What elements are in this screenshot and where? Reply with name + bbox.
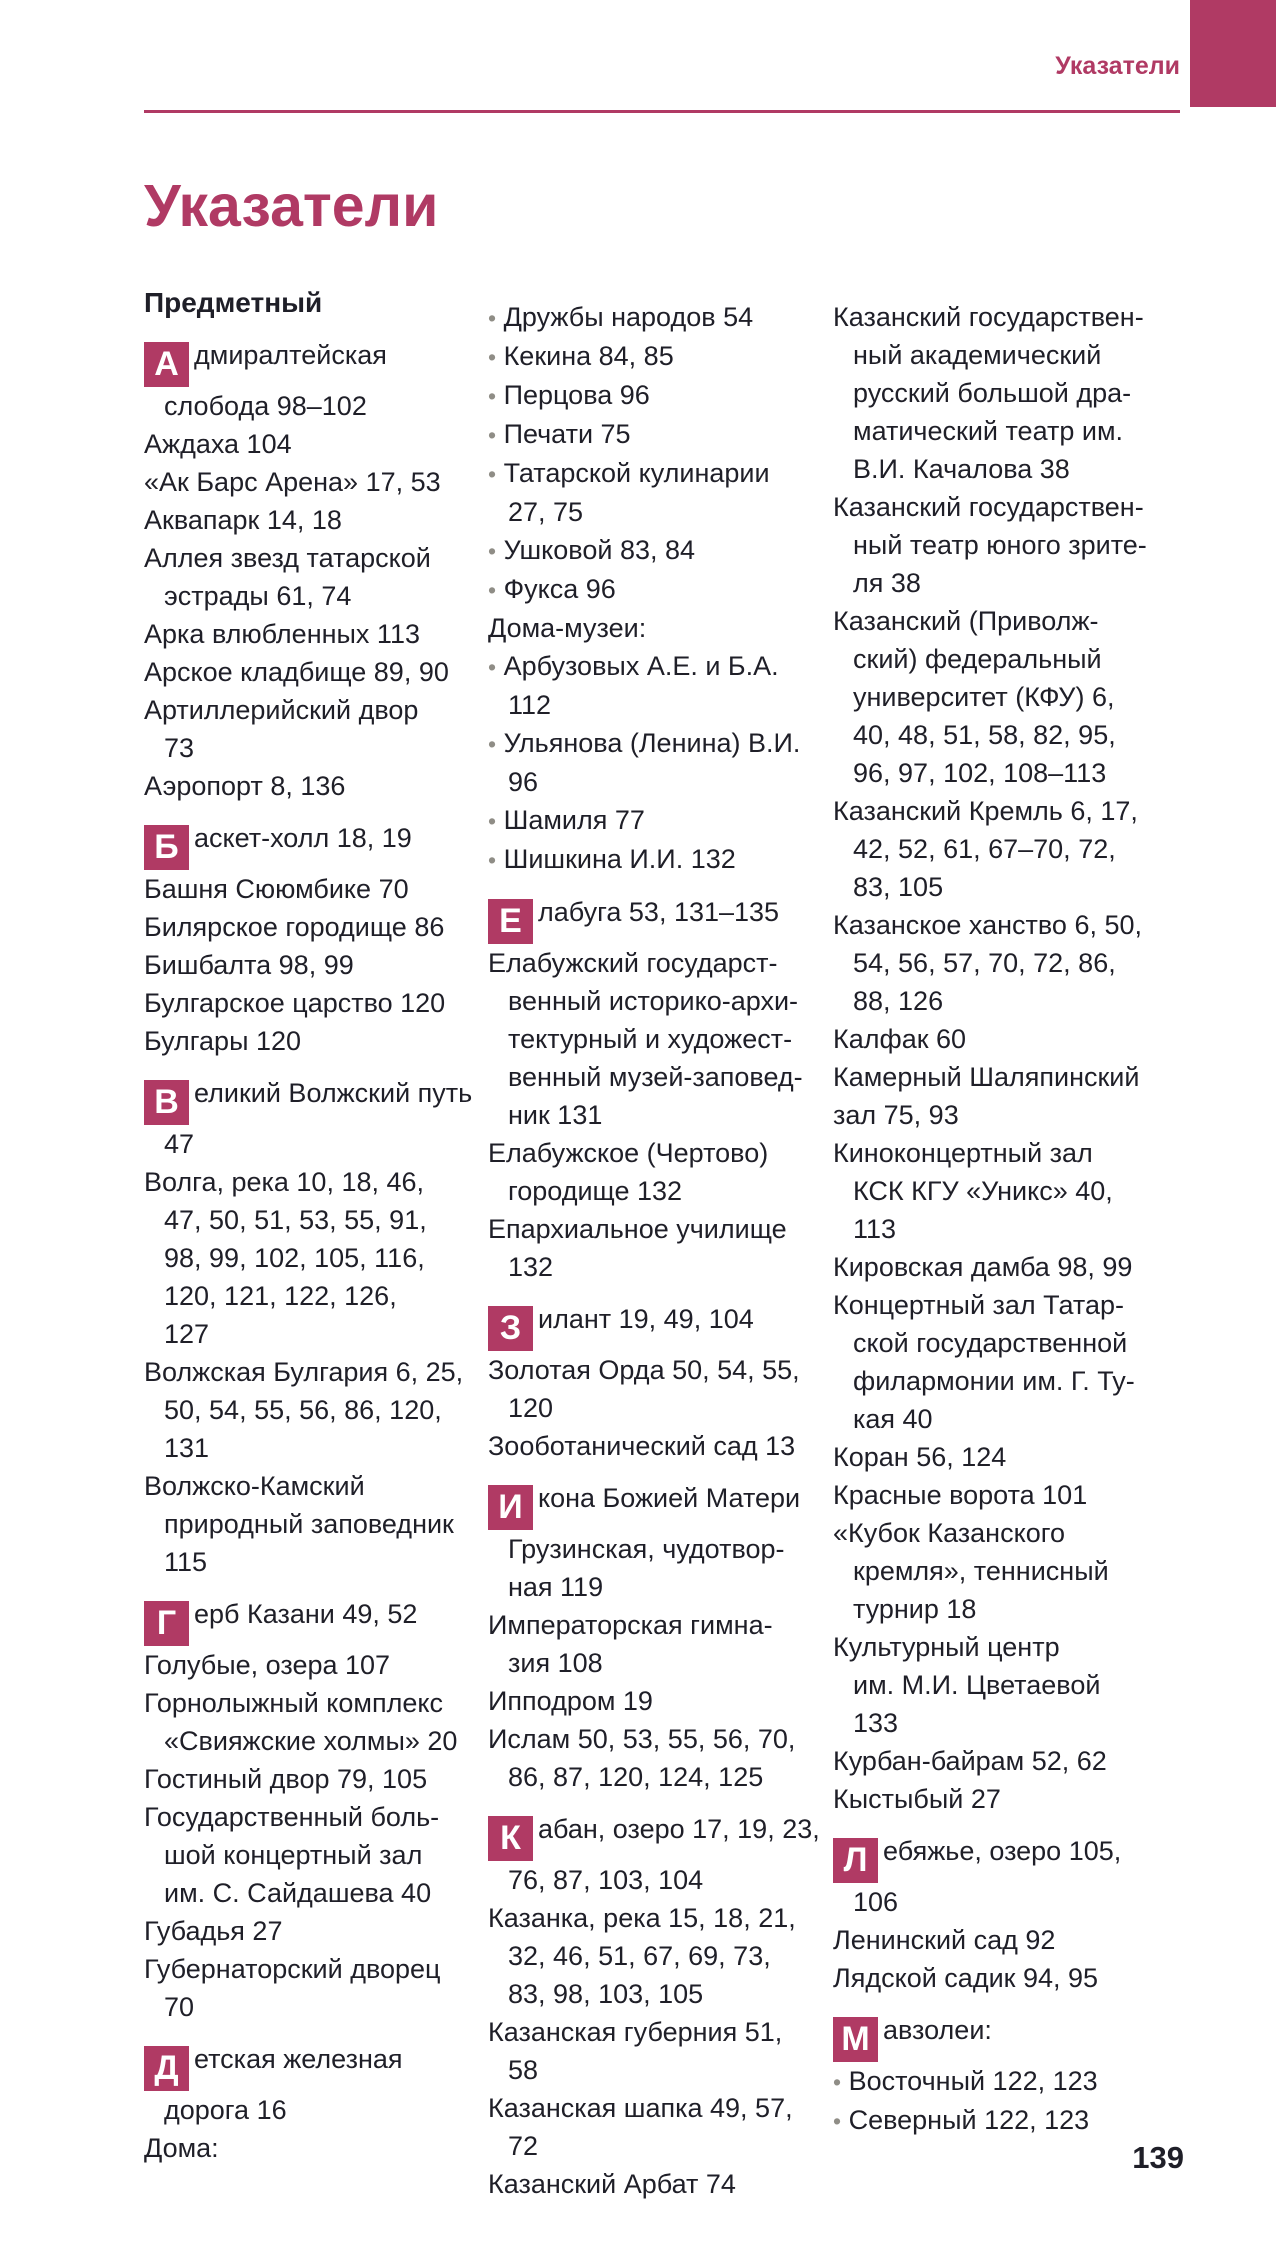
- drop-cap-letter: Л: [833, 1838, 878, 1883]
- index-entry-section-start: Л ебяжье, озеро 105, 106: [833, 1832, 1181, 1921]
- index-entry: Камерный Шаляпинский зал 75, 93: [833, 1062, 1140, 1130]
- index-entry: • Шишкина И.И. 132: [488, 844, 736, 874]
- index-entry: Губадья 27: [144, 1916, 283, 1946]
- bullet-icon: •: [488, 654, 497, 680]
- drop-cap-letter: Д: [144, 2046, 189, 2091]
- bullet-icon: •: [488, 808, 497, 834]
- index-entry: Аэропорт 8, 136: [144, 771, 346, 801]
- index-entry: Казанский государствен- ный театр юного зрите- ля 38: [833, 492, 1147, 598]
- drop-cap-letter: К: [488, 1816, 533, 1861]
- index-entry: Дома:: [144, 2133, 219, 2163]
- index-entry-section-start: И кона Божией Матери Грузинская, чудотвор- ная 119: [488, 1479, 833, 1606]
- index-entry: Казанка, река 15, 18, 21, 32, 46, 51, 67, 69, 73, 83, 98, 103, 105: [488, 1903, 796, 2009]
- index-entry: Булгары 120: [144, 1026, 302, 1056]
- index-entry: • Шамиля 77: [488, 805, 645, 835]
- index-entry: Булгарское царство 120: [144, 988, 446, 1018]
- index-entry: Горнолыжный комплекс «Свияжские холмы» 20: [144, 1688, 458, 1756]
- index-entry: Калфак 60: [833, 1024, 967, 1054]
- index-entry-section-start: Г ерб Казани 49, 52: [144, 1595, 488, 1646]
- header-rule: [144, 110, 1180, 113]
- drop-cap-letter: Г: [144, 1601, 189, 1646]
- bullet-icon: •: [488, 305, 497, 331]
- drop-cap-letter: Б: [144, 825, 189, 870]
- index-entry: Елабужский государст- венный историко-архи- тектурный и художест- венный музей-заповед- ник 131: [488, 948, 803, 1130]
- index-entry-section-start: З илант 19, 49, 104: [488, 1300, 833, 1351]
- index-entry: Губернаторский дворец 70: [144, 1954, 441, 2022]
- index-entry: Епархиальное училище 132: [488, 1214, 787, 1282]
- index-subtitle: Предметный: [144, 287, 323, 318]
- index-entry: Лядской садик 94, 95: [833, 1963, 1099, 1993]
- index-entry: Золотая Орда 50, 54, 55, 120: [488, 1355, 800, 1423]
- index-entry-section-start: Б аскет-холл 18, 19: [144, 819, 488, 870]
- index-entry: • Фукса 96: [488, 574, 616, 604]
- index-entry: Концертный зал Татар- ской государственной филармонии им. Г. Ту- кая 40: [833, 1290, 1135, 1434]
- index-entry: Арское кладбище 89, 90: [144, 657, 449, 687]
- index-entry: Казанская губерния 51, 58: [488, 2017, 783, 2085]
- index-entry: Казанский (Приволж- ский) федеральный университет (КФУ) 6, 40, 48, 51, 58, 82, 95, 96, 97, 102, 108–113: [833, 606, 1116, 788]
- corner-accent-block: [1190, 0, 1276, 107]
- index-entry: Бишбалта 98, 99: [144, 950, 354, 980]
- bullet-icon: •: [833, 2108, 842, 2134]
- entries-col-2: [488, 298, 833, 2203]
- running-header-title: Указатели: [1055, 52, 1180, 80]
- index-entry: • Северный 122, 123: [833, 2105, 1090, 2135]
- bullet-icon: •: [488, 847, 497, 873]
- index-entry: • Кекина 84, 85: [488, 341, 674, 371]
- index-entry: Дома-музеи:: [488, 613, 647, 643]
- index-columns: [144, 284, 1181, 2203]
- index-entry: Волжско-Камский природный заповедник 115: [144, 1471, 454, 1577]
- index-entry: Зооботанический сад 13: [488, 1431, 796, 1461]
- index-entry: Голубые, озера 107: [144, 1650, 391, 1680]
- bullet-icon: •: [488, 344, 497, 370]
- index-column-2: [488, 284, 833, 2203]
- drop-cap-letter: В: [144, 1080, 189, 1125]
- bullet-icon: •: [488, 422, 497, 448]
- index-entry: Кыстыбый 27: [833, 1784, 1001, 1814]
- index-entry: • Печати 75: [488, 419, 631, 449]
- index-entry: Волга, река 10, 18, 46, 47, 50, 51, 53, 55, 91, 98, 99, 102, 105, 116, 120, 121, 122, 126, 127: [144, 1167, 427, 1349]
- index-entry: Аждаха 104: [144, 429, 292, 459]
- index-entry: Башня Сююмбике 70: [144, 874, 409, 904]
- index-entry: Казанская шапка 49, 57, 72: [488, 2093, 793, 2161]
- drop-cap-letter: А: [144, 342, 189, 387]
- index-entry: Императорская гимна- зия 108: [488, 1610, 773, 1678]
- index-entry: Арка влюбленных 113: [144, 619, 420, 649]
- index-entry: Ленинский сад 92: [833, 1925, 1056, 1955]
- index-entry: Казанский Кремль 6, 17, 42, 52, 61, 67–70, 72, 83, 105: [833, 796, 1138, 902]
- index-entry: • Арбузовых А.Е. и Б.А. 112: [488, 651, 779, 720]
- index-entry: • Дружбы народов 54: [488, 302, 754, 332]
- bullet-icon: •: [488, 383, 497, 409]
- index-entry: Красные ворота 101: [833, 1480, 1088, 1510]
- index-entry: • Татарской кулинарии 27, 75: [488, 458, 770, 527]
- bullet-icon: •: [488, 577, 497, 603]
- index-entry: Казанский Арбат 74: [488, 2169, 736, 2199]
- index-entry: Ипподром 19: [488, 1686, 653, 1716]
- index-entry: «Ак Барс Арена» 17, 53: [144, 467, 441, 497]
- index-column-3: [833, 284, 1181, 2140]
- index-entry: Культурный центр им. М.И. Цветаевой 133: [833, 1632, 1101, 1738]
- index-entry: Казанское ханство 6, 50, 54, 56, 57, 70, 72, 86, 88, 126: [833, 910, 1142, 1016]
- index-entry-section-start: Е лабуга 53, 131–135: [488, 893, 833, 944]
- page-title: Указатели: [144, 173, 439, 239]
- index-entry: • Восточный 122, 123: [833, 2066, 1098, 2096]
- index-entry-section-start: А дмиралтейская слобода 98–102: [144, 336, 488, 425]
- index-column-1: [144, 284, 488, 2167]
- index-entry: Волжская Булгария 6, 25, 50, 54, 55, 56, 86, 120, 131: [144, 1357, 464, 1463]
- index-entry: Аквапарк 14, 18: [144, 505, 342, 535]
- bullet-icon: •: [833, 2069, 842, 2095]
- index-entry: Аллея звезд татарской эстрады 61, 74: [144, 543, 431, 611]
- index-entry: Государственный боль- шой концертный зал им. С. Сайдашева 40: [144, 1802, 440, 1908]
- index-entry: Гостиный двор 79, 105: [144, 1764, 428, 1794]
- index-entry-section-start: М авзолеи:: [833, 2011, 1181, 2062]
- index-entry: Казанский государствен- ный академический русский большой дра- матический театр им. В.И. Качалова 38: [833, 302, 1144, 484]
- index-entry: Ислам 50, 53, 55, 56, 70, 86, 87, 120, 124, 125: [488, 1724, 796, 1792]
- index-entry: • Ушковой 83, 84: [488, 535, 696, 565]
- index-entry: • Ульянова (Ленина) В.И. 96: [488, 728, 801, 797]
- bullet-icon: •: [488, 538, 497, 564]
- index-entry-section-start: В еликий Волжский путь 47: [144, 1074, 488, 1163]
- drop-cap-letter: З: [488, 1306, 533, 1351]
- drop-cap-letter: И: [488, 1485, 533, 1530]
- index-entry-section-start: Д етская железная дорога 16: [144, 2040, 488, 2129]
- index-entry: Елабужское (Чертово) городище 132: [488, 1138, 769, 1206]
- index-entry-section-start: К абан, озеро 17, 19, 23, 76, 87, 103, 104: [488, 1810, 833, 1899]
- index-entry: «Кубок Казанского кремля», теннисный турнир 18: [833, 1518, 1109, 1624]
- index-entry: Кировская дамба 98, 99: [833, 1252, 1133, 1282]
- index-entry: Курбан-байрам 52, 62: [833, 1746, 1107, 1776]
- index-entry: Билярское городище 86: [144, 912, 445, 942]
- index-entry: Коран 56, 124: [833, 1442, 1007, 1472]
- drop-cap-letter: Е: [488, 899, 533, 944]
- entries-col-3: [833, 298, 1181, 2140]
- drop-cap-letter: М: [833, 2017, 878, 2062]
- index-entry: • Перцова 96: [488, 380, 650, 410]
- entries-col-1: [144, 336, 488, 2167]
- page-number: 139: [1132, 2140, 1184, 2175]
- bullet-icon: •: [488, 461, 497, 487]
- index-entry: Киноконцертный зал КСК КГУ «Уникс» 40, 113: [833, 1138, 1113, 1244]
- index-entry: Артиллерийский двор 73: [144, 695, 419, 763]
- bullet-icon: •: [488, 731, 497, 757]
